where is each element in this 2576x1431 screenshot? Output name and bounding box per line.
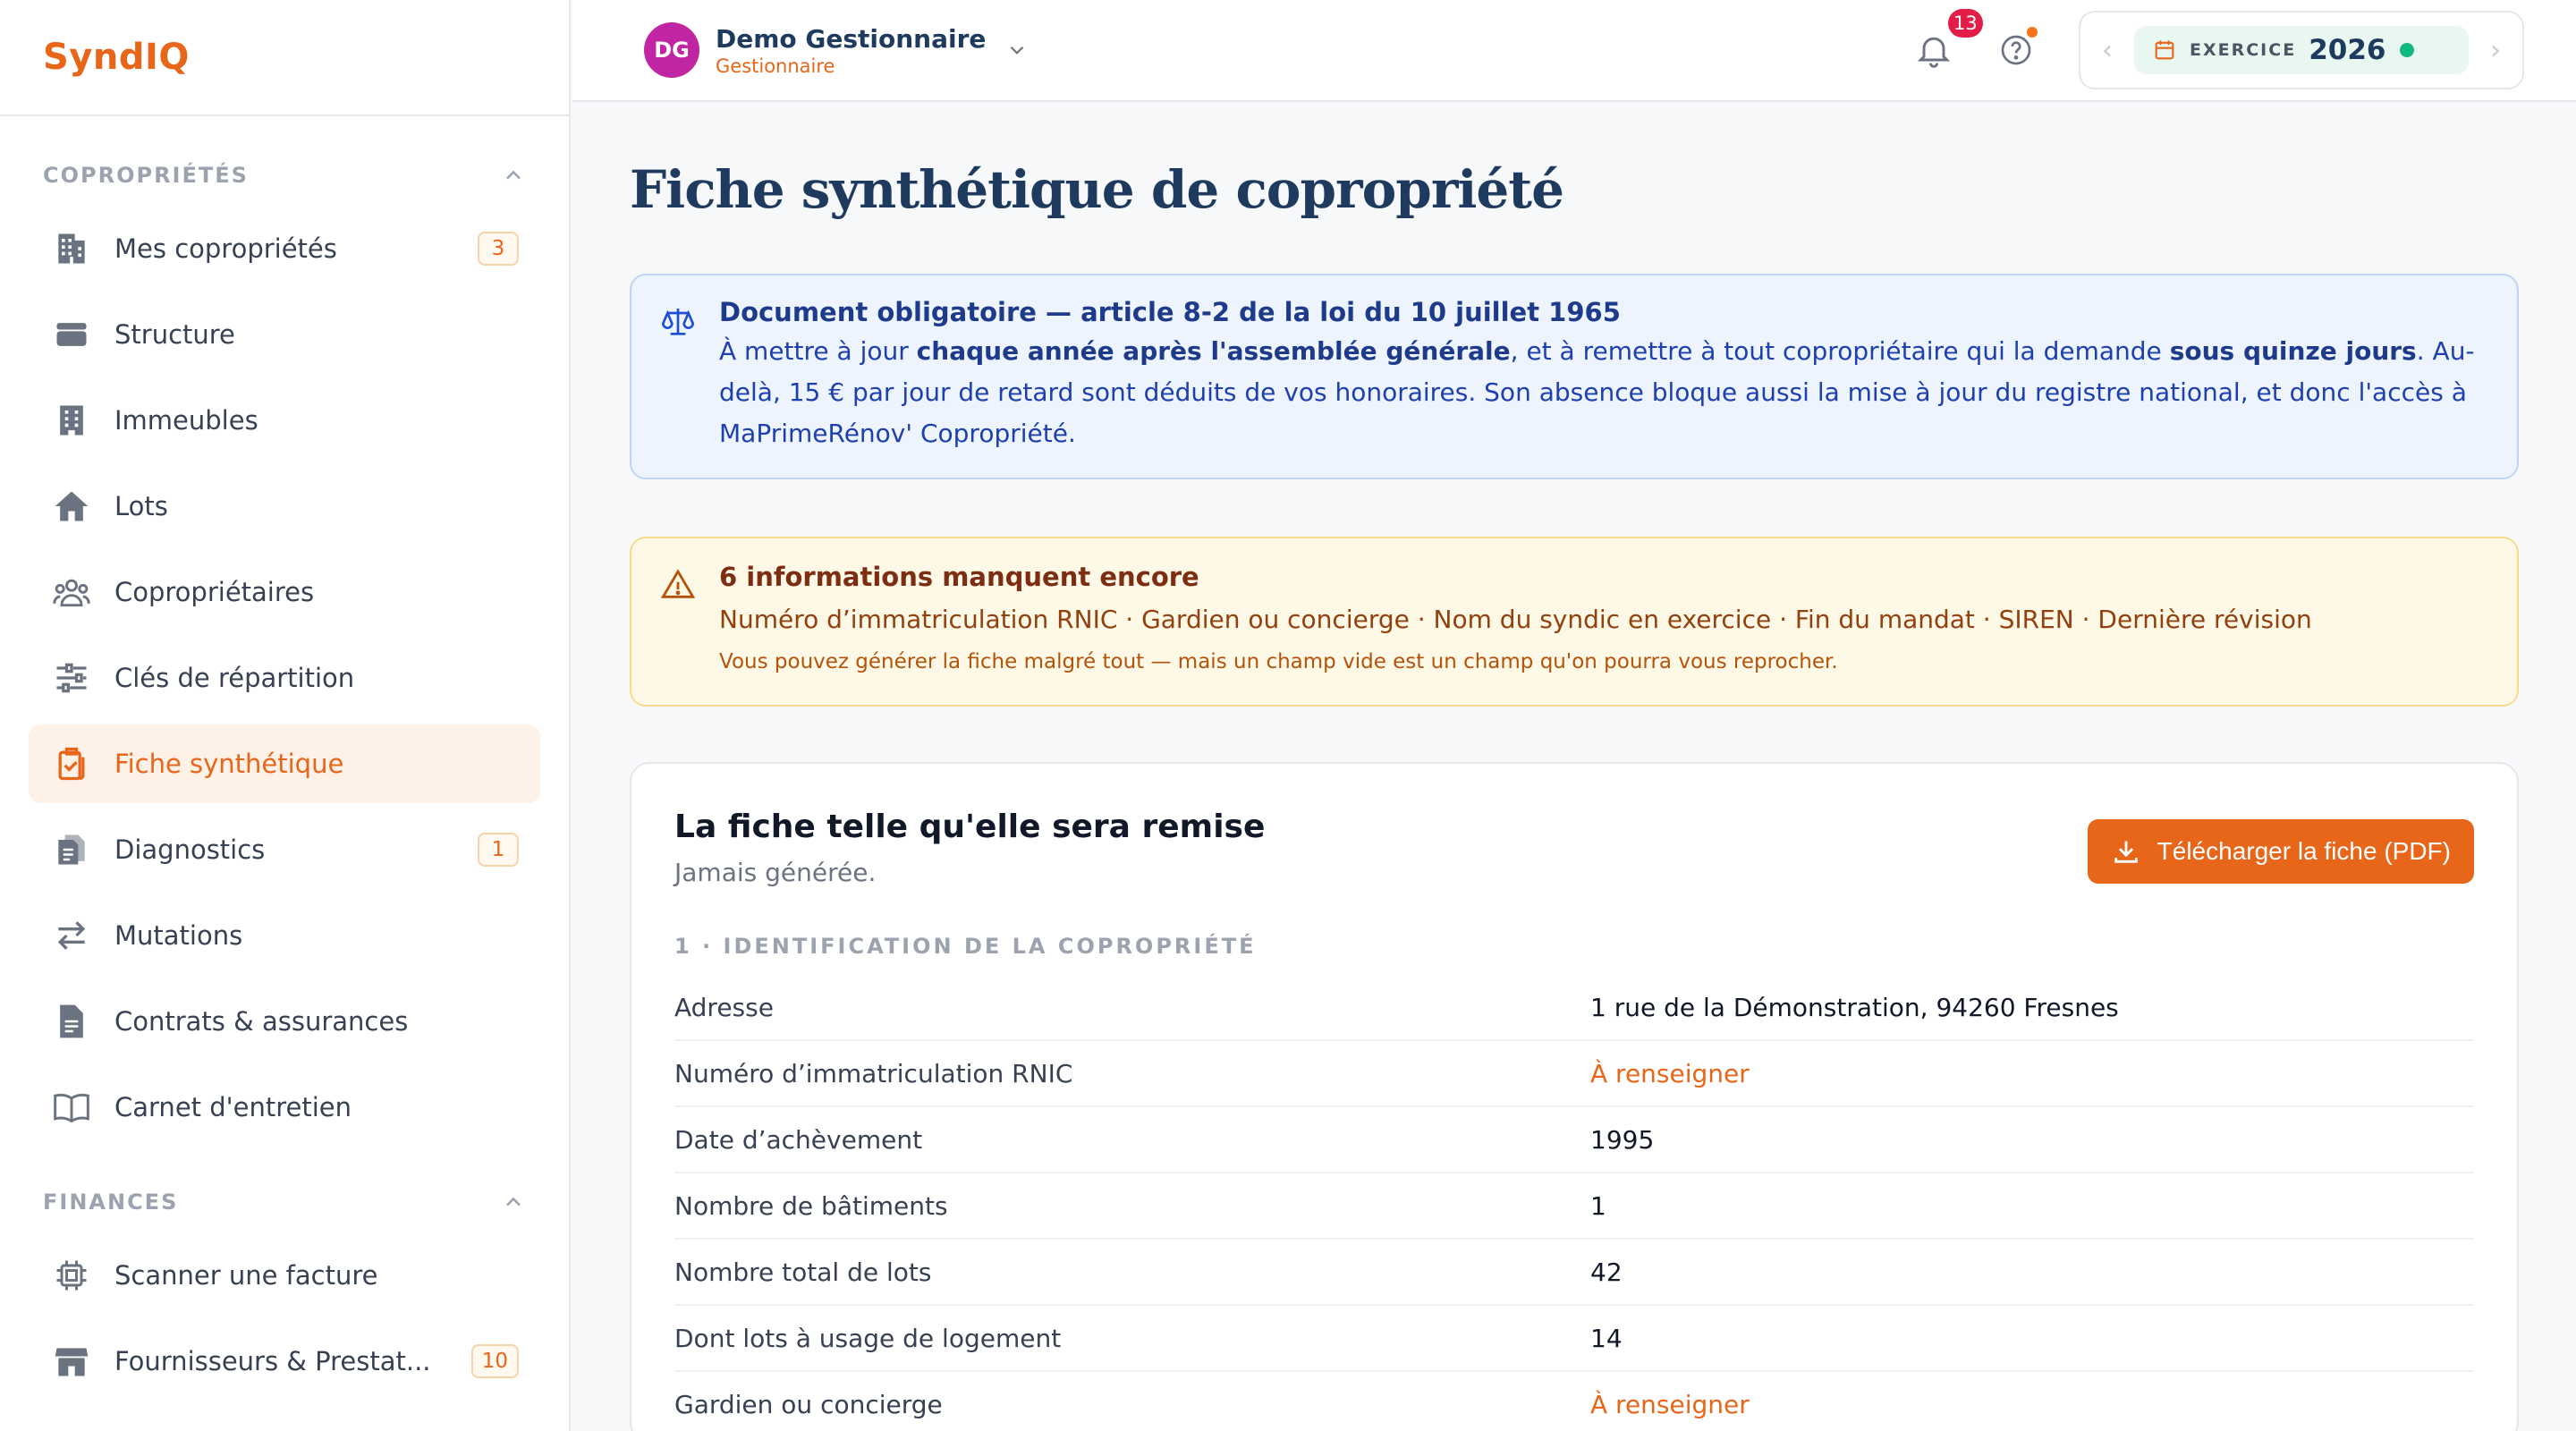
sidebar-item-mutations[interactable] [29,896,540,975]
section-label: FINANCES [43,1190,179,1215]
count-badge: 1 [478,833,519,867]
avatar: DG [644,22,699,78]
scales-icon [660,304,696,340]
exercise-prev-button[interactable]: ‹ [2102,34,2113,66]
help-indicator-dot [2027,27,2038,38]
warning-title: 6 informations manquent encore [719,562,1199,592]
sidebar-item-label: Contrats & assurances [114,1006,409,1037]
info-text: . Au-delà, 15 € par jour de retard sont déduits de vos honoraires. Son absence bloque aussi la mise à jour du registre national, et donc l'accès à MaPrimeRénov' Copropriété. [719,336,2475,448]
user-role: Gestionnaire [716,55,835,77]
section-label: COPROPRIÉTÉS [43,163,249,188]
sidebar-item-cles-repartition[interactable] [29,639,540,717]
field-value: 1995 [1590,1124,1655,1155]
calendar-icon [2152,38,2177,63]
sidebar-item-carnet-entretien[interactable] [29,1068,540,1147]
top-header [572,0,2576,102]
chevron-down-icon[interactable] [1005,38,1029,62]
clipboard-check-icon [52,744,91,783]
field-value: 1 [1590,1190,1606,1221]
nav-coproprietes [0,200,569,1147]
sidebar-item-label: Copropriétaires [114,577,315,607]
table-row [674,1173,2474,1240]
field-label: Dont lots à usage de logement [674,1323,1062,1353]
field-label: Nombre de bâtiments [674,1190,948,1221]
info-text: À mettre à jour [719,336,917,366]
sidebar-item-contrats[interactable] [29,982,540,1061]
sidebar-item-scanner-facture[interactable] [29,1236,540,1315]
sidebar-item-label: Scanner une facture [114,1260,378,1291]
table-row [674,1372,2474,1431]
office-building-icon [52,401,91,440]
exercise-selector [2079,11,2524,89]
user-name: Demo Gestionnaire [716,23,987,54]
book-open-icon [52,1088,91,1127]
swap-arrows-icon [52,916,91,955]
info-emphasis: chaque année après l'assemblée générale [916,336,1511,366]
missing-info-warning [630,537,2519,707]
bell-icon[interactable] [1914,30,1953,70]
sidebar-item-label: Fournisseurs & Prestat... [114,1346,431,1376]
sidebar-item-mes-coproprietes[interactable] [29,209,540,288]
scan-chip-icon [52,1256,91,1295]
main-content [572,104,2576,1431]
chevron-up-icon[interactable] [501,1190,526,1215]
logo-bar [0,0,569,116]
card-subtitle: Jamais générée. [674,858,877,887]
exercise-next-button[interactable]: › [2490,34,2501,66]
sidebar-item-fournisseurs[interactable] [29,1322,540,1401]
count-badge: 10 [471,1344,519,1378]
field-label: Adresse [674,992,774,1022]
warning-note: Vous pouvez générer la fiche malgré tout — mais un champ vide est un champ qu'on pourra vous reprocher. [719,650,1838,673]
sidebar-item-label: Clés de répartition [114,663,355,693]
section-header-coproprietes[interactable] [0,150,569,200]
user-menu[interactable] [644,22,1029,78]
field-label: Date d’achèvement [674,1124,923,1155]
user-meta [716,24,986,77]
field-label: Gardien ou concierge [674,1389,943,1419]
field-value-missing[interactable]: À renseigner [1590,1389,1750,1419]
count-badge: 3 [478,232,519,266]
home-icon [52,487,91,526]
exercise-label: EXERCICE [2190,40,2297,60]
sidebar-item-label: Immeubles [114,405,258,436]
warning-triangle-icon [660,567,696,603]
sidebar-item-label: Mutations [114,920,243,951]
sidebar-item-diagnostics[interactable] [29,810,540,889]
sidebar-item-structure[interactable] [29,295,540,374]
identification-table [674,975,2474,1431]
table-row [674,1306,2474,1372]
app-logo[interactable]: SyndIQ [43,37,190,78]
card-title: La fiche telle qu'elle sera remise [674,809,1266,845]
info-body [719,331,2481,454]
field-value-missing[interactable]: À renseigner [1590,1058,1750,1088]
nav-finances [0,1227,569,1401]
fiche-preview-card [630,762,2519,1431]
field-label: Numéro d’immatriculation RNIC [674,1058,1073,1088]
documents-icon [52,830,91,869]
table-row [674,1041,2474,1107]
field-value: 1 rue de la Démonstration, 94260 Fresnes [1590,992,2119,1022]
table-row [674,975,2474,1041]
help-icon[interactable] [1998,32,2034,68]
sidebar-item-lots[interactable] [29,467,540,546]
exercise-year: 2026 [2309,34,2386,66]
field-label: Nombre total de lots [674,1257,932,1287]
section-title: 1 · IDENTIFICATION DE LA COPROPRIÉTÉ [674,934,1257,959]
info-text: , et à remettre à tout copropriétaire qui la demande [1510,336,2170,366]
download-pdf-button[interactable] [2088,819,2474,884]
layers-icon [52,315,91,354]
field-value: 14 [1590,1323,1623,1353]
info-emphasis: sous quinze jours [2169,336,2417,366]
store-icon [52,1342,91,1381]
download-icon [2111,836,2141,867]
sidebar-item-coproprietaires[interactable] [29,553,540,631]
legal-info-box [630,274,2519,479]
exercise-pill[interactable] [2134,26,2469,74]
sidebar-item-label: Mes copropriétés [114,233,337,264]
section-header-finances[interactable] [0,1177,569,1227]
page-title: Fiche synthétique de copropriété [630,159,1564,220]
missing-fields-list: Numéro d’immatriculation RNIC · Gardien ou concierge · Nom du syndic en exercice · Fin du mandat · SIREN · Dernière révision [719,605,2312,634]
download-pdf-label: Télécharger la fiche (PDF) [2157,837,2451,865]
info-title: Document obligatoire — article 8-2 de la loi du 10 juillet 1965 [719,297,1621,327]
sidebar-item-fiche-synthetique[interactable] [29,724,540,803]
sidebar-item-label: Lots [114,491,168,521]
building-icon [52,229,91,268]
sidebar-item-label: Fiche synthétique [114,749,344,779]
notification-badge: 13 [1948,9,1983,38]
sliders-icon [52,658,91,698]
table-row [674,1240,2474,1306]
sidebar-item-label: Carnet d'entretien [114,1092,352,1122]
sidebar-item-label: Structure [114,319,235,350]
sidebar-item-immeubles[interactable] [29,381,540,460]
sidebar-item-label: Diagnostics [114,834,266,865]
table-row [674,1107,2474,1173]
sidebar [0,0,571,1431]
chevron-up-icon[interactable] [501,163,526,188]
users-icon [52,572,91,612]
status-dot [2400,43,2414,57]
file-text-icon [52,1002,91,1041]
field-value: 42 [1590,1257,1623,1287]
